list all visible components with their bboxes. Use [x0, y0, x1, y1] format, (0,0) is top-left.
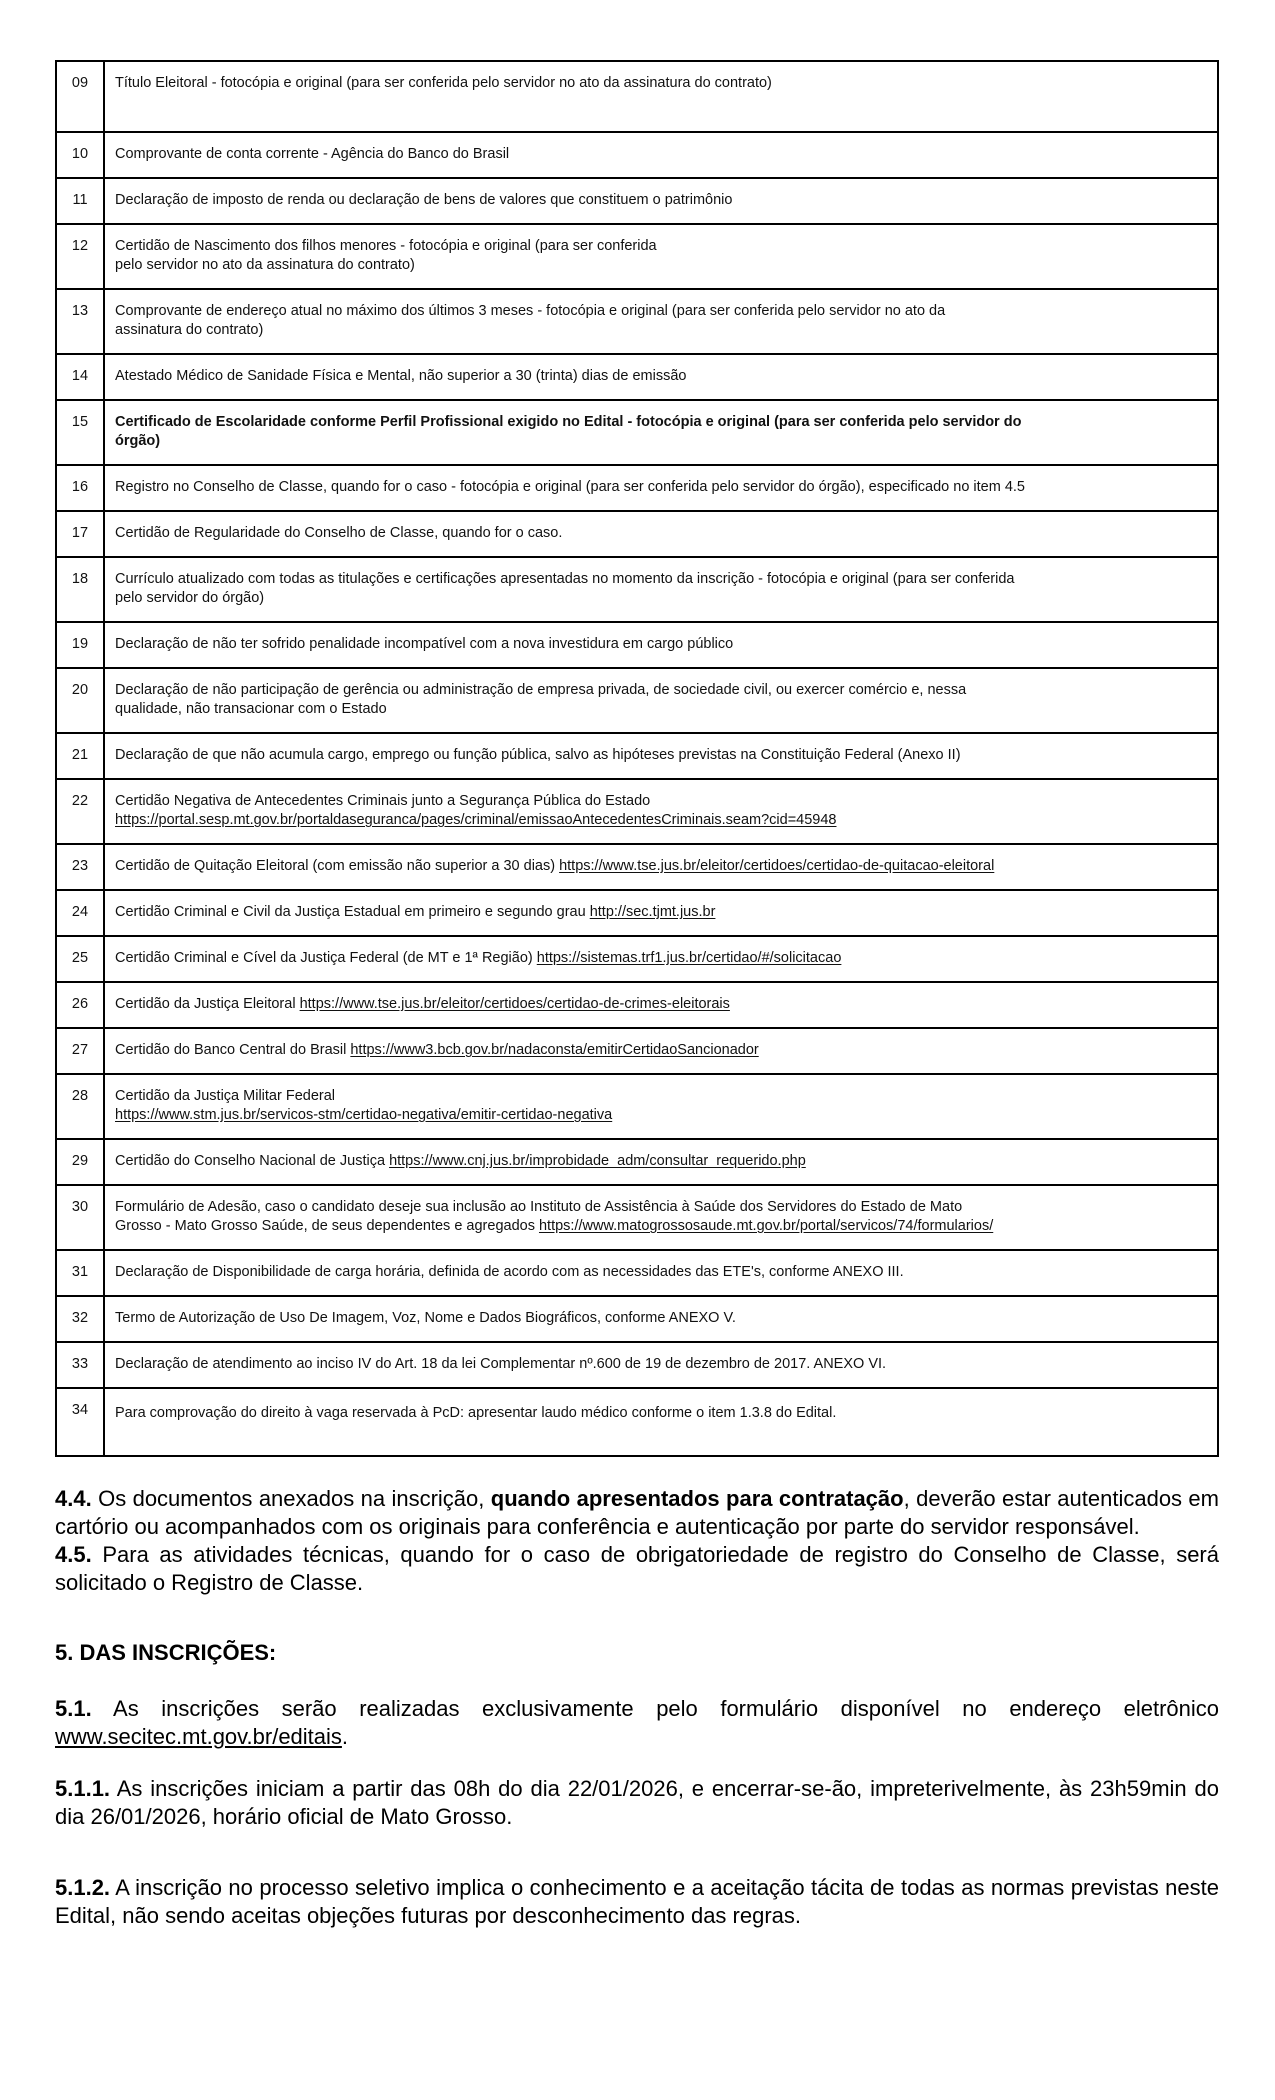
table-row — [56, 668, 1218, 733]
row-number: 30 — [56, 1185, 104, 1250]
table-row — [56, 1296, 1218, 1342]
row-text: Certidão Criminal e Cível da Justiça Federal (de MT e 1ª Região) — [115, 950, 537, 966]
table-row — [56, 982, 1218, 1028]
row-number: 21 — [56, 733, 104, 779]
document-link[interactable]: https://www.tse.jus.br/eleitor/certidoes/certidao-de-crimes-eleitorais — [299, 996, 730, 1012]
table-row — [56, 1139, 1218, 1185]
row-text: Certidão Negativa de Antecedentes Criminais junto a Segurança Pública do Estado — [115, 793, 651, 809]
row-number: 25 — [56, 936, 104, 982]
row-number: 18 — [56, 557, 104, 622]
row-number: 28 — [56, 1074, 104, 1139]
row-number: 22 — [56, 779, 104, 844]
table-row — [56, 465, 1218, 511]
row-content — [104, 61, 1218, 132]
row-text: Currículo atualizado com todas as titulações e certificações apresentadas no momento da inscrição - fotocópia e original (para ser conferida — [115, 571, 1015, 587]
table-row — [56, 1388, 1218, 1456]
row-content — [104, 1296, 1218, 1342]
row-text: Declaração de não ter sofrido penalidade incompatível com a nova investidura em cargo público — [115, 636, 734, 652]
section-4-5 — [55, 1541, 1219, 1597]
row-content — [104, 1028, 1218, 1074]
row-number: 34 — [56, 1388, 104, 1456]
row-content — [104, 668, 1218, 733]
section-5-1-2 — [55, 1874, 1219, 1930]
row-number: 33 — [56, 1342, 104, 1388]
table-row — [56, 1028, 1218, 1074]
row-content — [104, 400, 1218, 465]
table-row — [56, 1074, 1218, 1139]
row-text: Certidão de Nascimento dos filhos menores - fotocópia e original (para ser conferida — [115, 238, 657, 254]
row-content — [104, 844, 1218, 890]
document-link[interactable]: https://www.tse.jus.br/eleitor/certidoes/certidao-de-quitacao-eleitoral — [559, 858, 995, 874]
row-content — [104, 1074, 1218, 1139]
row-content — [104, 178, 1218, 224]
table-row — [56, 1342, 1218, 1388]
section-5-1 — [55, 1695, 1219, 1751]
row-number: 27 — [56, 1028, 104, 1074]
row-text: Declaração de Disponibilidade de carga horária, definida de acordo com as necessidades das ETE's, conforme ANEXO III. — [115, 1264, 904, 1280]
row-number: 29 — [56, 1139, 104, 1185]
document-link[interactable]: https://www.matogrossosaude.mt.gov.br/portal/servicos/74/formularios/ — [538, 1218, 994, 1234]
table-row — [56, 354, 1218, 400]
text-segment: 4.5. — [55, 1542, 92, 1567]
row-content — [104, 733, 1218, 779]
text-segment: As inscrições serão realizadas exclusivamente pelo formulário disponível no endereço eletrônico — [91, 1696, 1219, 1721]
text-segment: A inscrição no processo seletivo implica o conhecimento e a aceitação tácita de todas as normas previstas neste Edital, não sendo aceitas objeções futuras por desconhecimento das regras. — [55, 1875, 1219, 1928]
text-segment: . — [341, 1724, 349, 1749]
row-number: 19 — [56, 622, 104, 668]
row-number: 10 — [56, 132, 104, 178]
table-row — [56, 890, 1218, 936]
table-row — [56, 557, 1218, 622]
row-text: Certidão de Regularidade do Conselho de Classe, quando for o caso. — [115, 525, 563, 541]
row-content — [104, 936, 1218, 982]
table-row — [56, 1185, 1218, 1250]
row-number: 13 — [56, 289, 104, 354]
document-link[interactable]: https://www.cnj.jus.br/improbidade_adm/consultar_requerido.php — [389, 1153, 806, 1169]
row-text: Atestado Médico de Sanidade Física e Mental, não superior a 30 (trinta) dias de emissão — [115, 368, 687, 384]
row-text: Certidão do Banco Central do Brasil — [115, 1042, 351, 1058]
table-row — [56, 622, 1218, 668]
row-text: Declaração de não participação de gerência ou administração de empresa privada, de sociedade civil, ou exercer comércio e, nessa — [115, 682, 967, 698]
row-text: Certidão da Justiça Eleitoral — [115, 996, 300, 1012]
row-content — [104, 1250, 1218, 1296]
row-text: Registro no Conselho de Classe, quando for o caso - fotocópia e original (para ser conferida pelo servidor do órgão), especificado no item 4.5 — [115, 479, 1025, 495]
table-row — [56, 61, 1218, 132]
table-row — [56, 733, 1218, 779]
row-text: assinatura do contrato) — [115, 322, 264, 338]
documents-table — [55, 60, 1219, 1457]
row-text: Formulário de Adesão, caso o candidato deseje sua inclusão ao Instituto de Assistência à Saúde dos Servidores do Estado de Mato — [115, 1199, 963, 1215]
row-content — [104, 1388, 1218, 1456]
row-content — [104, 557, 1218, 622]
row-number: 26 — [56, 982, 104, 1028]
row-content — [104, 1139, 1218, 1185]
row-number: 23 — [56, 844, 104, 890]
table-row — [56, 178, 1218, 224]
row-content — [104, 289, 1218, 354]
row-text: Certidão do Conselho Nacional de Justiça — [115, 1153, 390, 1169]
row-text: Declaração de atendimento ao inciso IV do Art. 18 da lei Complementar nº.600 de 19 de dezembro de 2017. ANEXO VI. — [115, 1356, 887, 1372]
text-segment: 5. DAS INSCRIÇÕES: — [55, 1640, 277, 1665]
row-text: Declaração de que não acumula cargo, emprego ou função pública, salvo as hipóteses previstas na Constituição Federal (Anexo II) — [115, 747, 961, 763]
table-row — [56, 936, 1218, 982]
text-segment: As inscrições iniciam a partir das 08h do dia 22/01/2026, e encerrar-se-ão, impreterivelmente, às 23h59min do dia 26/01/2026, horário oficial de Mato Grosso. — [55, 1776, 1219, 1829]
row-number: 15 — [56, 400, 104, 465]
row-text: Termo de Autorização de Uso De Imagem, Voz, Nome e Dados Biográficos, conforme ANEXO V. — [115, 1310, 736, 1326]
table-row — [56, 779, 1218, 844]
row-content — [104, 224, 1218, 289]
row-text: Comprovante de conta corrente - Agência do Banco do Brasil — [115, 146, 510, 162]
document-link[interactable]: https://www.stm.jus.br/servicos-stm/certidao-negativa/emitir-certidao-negativa — [115, 1107, 613, 1123]
text-segment: , deverão estar autenticados em cartório ou acompanhados com os originais para conferência e autenticação por parte do servidor responsável. — [55, 1486, 1219, 1539]
row-text: pelo servidor do órgão) — [115, 590, 265, 606]
row-text: Certidão da Justiça Militar Federal — [115, 1088, 336, 1104]
row-text: Declaração de imposto de renda ou declaração de bens de valores que constituem o patrimônio — [115, 192, 733, 208]
section-4-4 — [55, 1485, 1219, 1541]
text-segment: 5.1.2. — [55, 1875, 111, 1900]
row-content — [104, 132, 1218, 178]
row-text: Título Eleitoral - fotocópia e original (para ser conferida pelo servidor no ato da assinatura do contrato) — [115, 75, 772, 91]
row-number: 24 — [56, 890, 104, 936]
row-text: Grosso - Mato Grosso Saúde, de seus dependentes e agregados — [115, 1218, 539, 1234]
row-content — [104, 354, 1218, 400]
row-number: 32 — [56, 1296, 104, 1342]
row-content — [104, 1185, 1218, 1250]
section-5-heading — [55, 1639, 1219, 1667]
row-number: 16 — [56, 465, 104, 511]
row-number: 11 — [56, 178, 104, 224]
table-row — [56, 132, 1218, 178]
row-text: Certificado de Escolaridade conforme Perfil Profissional exigido no Edital - fotocópia e original (para ser conferida pelo servidor do — [115, 414, 1022, 430]
row-text: Comprovante de endereço atual no máximo dos últimos 3 meses - fotocópia e original (para ser conferida pelo servidor no ato da — [115, 303, 946, 319]
text-segment: 4.4. — [55, 1486, 92, 1511]
row-number: 31 — [56, 1250, 104, 1296]
row-content — [104, 622, 1218, 668]
table-row — [56, 844, 1218, 890]
document-link[interactable]: https://www3.bcb.gov.br/nadaconsta/emitirCertidaoSancionador — [350, 1042, 759, 1058]
document-link[interactable]: http://sec.tjmt.jus.br — [589, 904, 716, 920]
row-content — [104, 465, 1218, 511]
table-row — [56, 1250, 1218, 1296]
row-text: Para comprovação do direito à vaga reservada à PcD: apresentar laudo médico conforme o item 1.3.8 do Edital. — [115, 1405, 837, 1421]
document-sections — [55, 1485, 1219, 1930]
table-row — [56, 289, 1218, 354]
text-segment: 5.1. — [55, 1696, 92, 1721]
text-segment: 5.1.1. — [55, 1776, 111, 1801]
row-content — [104, 890, 1218, 936]
row-content — [104, 1342, 1218, 1388]
row-number: 09 — [56, 61, 104, 132]
row-content — [104, 779, 1218, 844]
row-number: 12 — [56, 224, 104, 289]
row-content — [104, 511, 1218, 557]
section-5-1-1 — [55, 1775, 1219, 1831]
row-content — [104, 982, 1218, 1028]
text-segment: Os documentos anexados na inscrição, — [91, 1486, 491, 1511]
text-segment: Para as atividades técnicas, quando for o caso de obrigatoriedade de registro do Conselho de Classe, será solicitado o Registro de Classe. — [55, 1542, 1219, 1595]
text-segment: quando apresentados para contratação — [490, 1486, 904, 1511]
row-number: 17 — [56, 511, 104, 557]
table-row — [56, 224, 1218, 289]
row-text: Certidão Criminal e Civil da Justiça Estadual em primeiro e segundo grau — [115, 904, 590, 920]
row-text: pelo servidor no ato da assinatura do contrato) — [115, 257, 415, 273]
document-link[interactable]: https://portal.sesp.mt.gov.br/portaldaseguranca/pages/criminal/emissaoAntecedentesCriminais.seam?cid=45948 — [115, 812, 837, 828]
document-link[interactable]: https://sistemas.trf1.jus.br/certidao/#/solicitacao — [536, 950, 842, 966]
row-number: 14 — [56, 354, 104, 400]
row-text: órgão) — [115, 433, 161, 449]
inline-link[interactable]: www.secitec.mt.gov.br/editais — [55, 1724, 342, 1749]
table-row — [56, 511, 1218, 557]
row-text: Certidão de Quitação Eleitoral (com emissão não superior a 30 dias) — [115, 858, 560, 874]
row-number: 20 — [56, 668, 104, 733]
row-text: qualidade, não transacionar com o Estado — [115, 701, 387, 717]
table-row — [56, 400, 1218, 465]
